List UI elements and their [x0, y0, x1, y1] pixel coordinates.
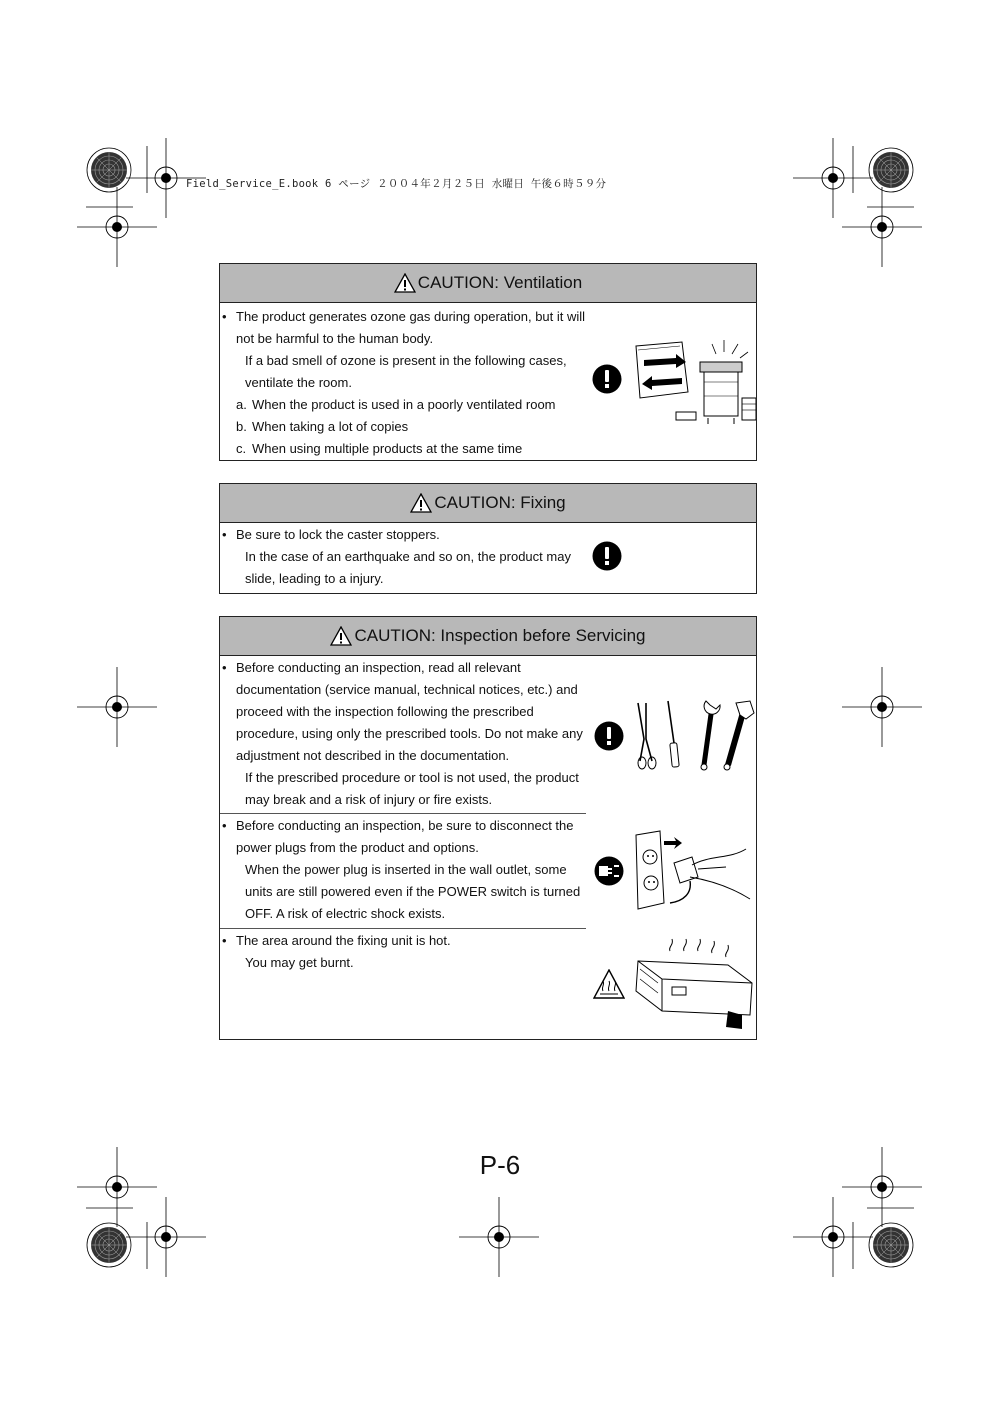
fixing-unit-illustration [632, 935, 756, 1035]
inspection-item-3 [220, 930, 586, 974]
section-title [220, 617, 756, 656]
unplug-icon [594, 856, 624, 886]
caution-fixing-box [219, 483, 757, 594]
copier-ventilation-illustration [630, 336, 756, 428]
inspection-item-1-note: If the prescribed procedure or tool is not used, the product may break and a risk of injury or fire exists. [245, 770, 579, 807]
divider [220, 928, 586, 929]
inspection-item-3-bullet: • The area around the fixing unit is hot. [220, 930, 586, 952]
ventilation-title: CAUTION: Ventilation [417, 273, 583, 292]
section-title [220, 264, 756, 303]
inspection-item-1-bullet: • Before conducting an inspection, read all relevant documentation (service manual, technical notices, etc.) and proceed with the inspection following the prescribed procedure, using only the prescribed tools. Do not make any adjustment not described in the documentation. [220, 657, 586, 767]
inspection-title: CAUTION: Inspection before Servicing [354, 626, 646, 645]
ventilation-paragraph-1: • The product generates ozone gas during operation, but it will not be harmful to the human body. [220, 306, 586, 350]
list-item: a. When the product is used in a poorly ventilated room [236, 397, 556, 412]
fixing-paragraph-2: In the case of an earthquake and so on, the product may slide, leading to a injury. [245, 549, 571, 586]
inspection-item-2-bullet: • Before conducting an inspection, be sure to disconnect the power plugs from the product and options. [220, 815, 586, 859]
mandatory-action-icon [592, 541, 622, 571]
inspection-item-3-note: You may get burnt. [245, 955, 354, 970]
inspection-item-2 [220, 815, 586, 925]
running-header: Field_Service_E.book 6 ページ ２００４年２月２５日 水曜日 午後６時５９分 [186, 178, 607, 190]
page-number: P-6 [479, 1150, 521, 1180]
fixing-text [220, 524, 586, 590]
warning-triangle-icon [394, 273, 416, 293]
caution-inspection-box [219, 616, 757, 1040]
fixing-paragraph-1: • Be sure to lock the caster stoppers. [220, 524, 586, 546]
inspection-item-2-note: When the power plug is inserted in the wall outlet, some units are still powered even if the POWER switch is turned OFF. A risk of electric shock exists. [245, 862, 581, 921]
section-title [220, 484, 756, 523]
ventilation-text [220, 306, 586, 460]
warning-triangle-icon [410, 493, 432, 513]
warning-triangle-icon [330, 626, 352, 646]
inspection-item-1 [220, 657, 586, 811]
ventilation-paragraph-2: If a bad smell of ozone is present in the following cases, ventilate the room. [245, 353, 567, 390]
caution-ventilation-box [219, 263, 757, 461]
list-item: c. When using multiple products at the same time [236, 441, 523, 456]
power-plug-illustration [630, 829, 756, 911]
list-item: b. When taking a lot of copies [236, 419, 409, 434]
divider [220, 813, 586, 814]
tools-illustration [632, 699, 756, 771]
fixing-title: CAUTION: Fixing [434, 493, 566, 512]
hot-surface-icon [593, 969, 625, 999]
mandatory-action-icon [592, 364, 622, 394]
mandatory-action-icon [594, 721, 624, 751]
